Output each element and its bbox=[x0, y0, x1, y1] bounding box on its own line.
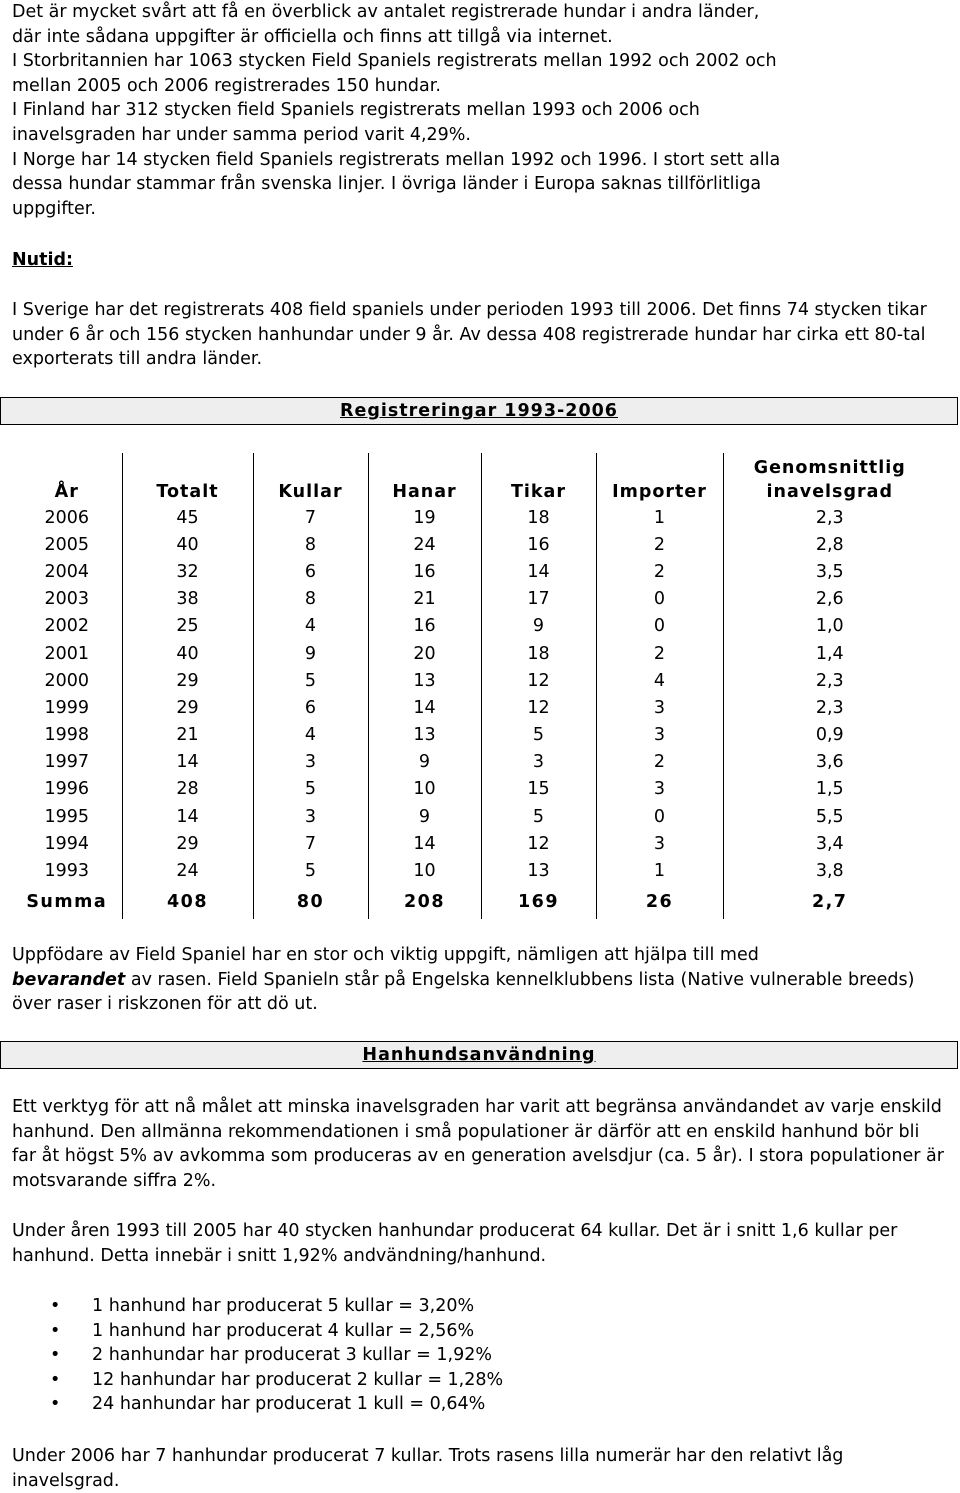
table-cell: 2,8 bbox=[723, 531, 936, 558]
table-cell: 0,9 bbox=[723, 722, 936, 749]
nutid-heading: Nutid: bbox=[12, 250, 73, 270]
table-cell: 7 bbox=[253, 504, 368, 531]
table-cell: 2 bbox=[596, 640, 723, 667]
breeders-text bbox=[12, 943, 947, 1017]
table-cell: 2,6 bbox=[723, 586, 936, 613]
list-item: • 24 hanhundar har producerat 1 kull = 0,64% bbox=[12, 1392, 947, 1417]
table-cell: 1994 bbox=[44, 833, 90, 854]
hanhund-paragraph-3: Under 2006 har 7 hanhundar producerat 7 kullar. Trots rasens lilla numerär har den relativt låg inavelsgrad. bbox=[12, 1446, 844, 1491]
table-cell: 14 bbox=[481, 558, 596, 585]
table-cell: 38 bbox=[122, 586, 253, 613]
table-cell: 24 bbox=[122, 857, 253, 884]
table-cell: 3 bbox=[596, 830, 723, 857]
table-cell: 13 bbox=[481, 857, 596, 884]
table-cell: 16 bbox=[368, 558, 481, 585]
table-row bbox=[12, 558, 936, 585]
table-cell: 1997 bbox=[44, 752, 90, 773]
hanhund-paragraph-1: Ett verktyg för att nå målet att minska inavelsgraden har varit att begränsa användandet av varje enskild hanhund. Den allmänna rekommendationen i små populationer är därför att en enskild hanhund bör bli far åt högst 5% av avkomma som produceras av en generation avelsdjur (ca. 5 år). I stora populationer är motsvarande siffra 2%. bbox=[12, 1097, 944, 1191]
intro-line: där inte sådana uppgifter är officiella och finns att tillgå via internet. bbox=[12, 26, 613, 47]
table-cell: 2000 bbox=[44, 670, 90, 691]
breeders-text-start: Uppfödare av Field Spaniel har en stor och viktig uppgift, nämligen att hjälpa till med bbox=[12, 945, 759, 965]
table-cell: 2,3 bbox=[723, 504, 936, 531]
breeders-text-end: av rasen. Field Spanieln står på Engelska kennelklubbens lista (Native vulnerable breeds) över raser i riskzonen för att dö ut. bbox=[12, 969, 915, 1015]
table-cell: 25 bbox=[122, 613, 253, 640]
table-cell: 14 bbox=[122, 749, 253, 776]
table-cell: 9 bbox=[481, 613, 596, 640]
table-cell: 10 bbox=[368, 776, 481, 803]
table-header-row bbox=[12, 453, 936, 504]
table-cell: 1999 bbox=[44, 697, 90, 718]
table-cell: 9 bbox=[253, 640, 368, 667]
sum-cell: 2,7 bbox=[723, 885, 936, 919]
table-cell: 10 bbox=[368, 857, 481, 884]
table-cell: 16 bbox=[481, 531, 596, 558]
intro-line: uppgifter. bbox=[12, 198, 96, 219]
table-cell: 18 bbox=[481, 640, 596, 667]
intro-line: Det är mycket svårt att få en överblick av antalet registrerade hundar i andra länder, bbox=[12, 2, 760, 22]
table-cell: 3,4 bbox=[723, 830, 936, 857]
col-header: Totalt bbox=[122, 453, 253, 504]
table-cell: 4 bbox=[253, 613, 368, 640]
table-cell: 40 bbox=[122, 531, 253, 558]
table-cell: 1 bbox=[596, 504, 723, 531]
table-cell: 29 bbox=[122, 694, 253, 721]
table-cell: 1 bbox=[596, 857, 723, 884]
table-cell: 9 bbox=[368, 803, 481, 830]
table-row bbox=[12, 776, 936, 803]
table-row bbox=[12, 531, 936, 558]
table-row bbox=[12, 694, 936, 721]
col-header: År bbox=[54, 482, 79, 502]
table-cell: 3 bbox=[596, 694, 723, 721]
table-cell: 2002 bbox=[44, 616, 90, 637]
table-title: Registreringar 1993-2006 bbox=[0, 397, 958, 425]
table-cell: 1998 bbox=[44, 725, 90, 746]
emphasis-word: bevarandet bbox=[12, 969, 126, 990]
list-item: • 1 hanhund har producerat 4 kullar = 2,56% bbox=[12, 1319, 947, 1344]
table-cell: 40 bbox=[122, 640, 253, 667]
list-item: • 2 hanhundar har producerat 3 kullar = 1,92% bbox=[12, 1343, 947, 1368]
sum-cell: 26 bbox=[596, 885, 723, 919]
sum-cell: 208 bbox=[368, 885, 481, 919]
table-cell: 3 bbox=[481, 749, 596, 776]
table-cell: 17 bbox=[481, 586, 596, 613]
table-cell: 1996 bbox=[44, 779, 90, 800]
table-cell: 1995 bbox=[44, 806, 90, 827]
table-row bbox=[12, 640, 936, 667]
table-cell: 14 bbox=[368, 694, 481, 721]
table-cell: 14 bbox=[122, 803, 253, 830]
intro-section bbox=[12, 0, 947, 221]
table-cell: 1,5 bbox=[723, 776, 936, 803]
table-cell: 5 bbox=[481, 803, 596, 830]
table-cell: 5 bbox=[481, 722, 596, 749]
table-cell: 14 bbox=[368, 830, 481, 857]
table-row bbox=[12, 667, 936, 694]
hanhund-bullets bbox=[12, 1294, 947, 1417]
table-cell: 3,6 bbox=[723, 749, 936, 776]
col-header: Hanar bbox=[368, 453, 481, 504]
table-cell: 0 bbox=[596, 586, 723, 613]
table-cell: 4 bbox=[253, 722, 368, 749]
table-cell: 1,0 bbox=[723, 613, 936, 640]
intro-line: I Finland har 312 stycken field Spaniels registrerats mellan 1993 och 2006 och bbox=[12, 100, 700, 121]
table-cell: 2 bbox=[596, 749, 723, 776]
sum-cell: 169 bbox=[481, 885, 596, 919]
table-row bbox=[12, 857, 936, 884]
table-cell: 7 bbox=[253, 830, 368, 857]
col-header: Genomsnittlig inavelsgrad bbox=[723, 453, 936, 504]
table-cell: 9 bbox=[368, 749, 481, 776]
table-row bbox=[12, 749, 936, 776]
table-cell: 2 bbox=[596, 531, 723, 558]
table-cell: 28 bbox=[122, 776, 253, 803]
table-cell: 5,5 bbox=[723, 803, 936, 830]
table-cell: 2005 bbox=[44, 534, 90, 555]
table-row bbox=[12, 722, 936, 749]
table-cell: 3 bbox=[253, 803, 368, 830]
sum-cell: Summa bbox=[26, 891, 108, 912]
table-cell: 2,3 bbox=[723, 667, 936, 694]
table-cell: 15 bbox=[481, 776, 596, 803]
table-cell: 24 bbox=[368, 531, 481, 558]
table-cell: 6 bbox=[253, 694, 368, 721]
col-header: Kullar bbox=[253, 453, 368, 504]
table-cell: 5 bbox=[253, 857, 368, 884]
table-cell: 29 bbox=[122, 667, 253, 694]
table-row bbox=[12, 830, 936, 857]
table-cell: 2003 bbox=[44, 589, 90, 610]
registration-table bbox=[12, 453, 936, 919]
table-cell: 2001 bbox=[44, 643, 90, 664]
table-cell: 20 bbox=[368, 640, 481, 667]
intro-line: mellan 2005 och 2006 registrerades 150 hundar. bbox=[12, 75, 441, 96]
table-cell: 6 bbox=[253, 558, 368, 585]
col-header: Tikar bbox=[481, 453, 596, 504]
table-cell: 3 bbox=[596, 776, 723, 803]
table-cell: 2 bbox=[596, 558, 723, 585]
table-row bbox=[12, 613, 936, 640]
table-cell: 8 bbox=[253, 531, 368, 558]
table-cell: 29 bbox=[122, 830, 253, 857]
table-cell: 5 bbox=[253, 776, 368, 803]
sum-cell: 408 bbox=[122, 885, 253, 919]
table-cell: 3 bbox=[596, 722, 723, 749]
sum-cell: 80 bbox=[253, 885, 368, 919]
table-cell: 2004 bbox=[44, 561, 90, 582]
nutid-text: I Sverige har det registrerats 408 field spaniels under perioden 1993 till 2006. Det finns 74 stycken tikar under 6 år och 156 stycken hanhundar under 9 år. Av dessa 408 registrerade hundar har cirka ett 80-tal exporterats till andra länder. bbox=[12, 300, 927, 370]
table-cell: 4 bbox=[596, 667, 723, 694]
table-cell: 5 bbox=[253, 667, 368, 694]
table-cell: 1993 bbox=[44, 861, 90, 882]
table-cell: 2006 bbox=[44, 507, 90, 528]
table-cell: 21 bbox=[122, 722, 253, 749]
table-cell: 3 bbox=[253, 749, 368, 776]
table-cell: 3,8 bbox=[723, 857, 936, 884]
table-sum-row bbox=[12, 885, 936, 919]
intro-line: inavelsgraden har under samma period varit 4,29%. bbox=[12, 124, 471, 145]
table-cell: 8 bbox=[253, 586, 368, 613]
intro-line: dessa hundar stammar från svenska linjer. I övriga länder i Europa saknas tillförlitliga bbox=[12, 174, 762, 195]
table-row bbox=[12, 586, 936, 613]
table-cell: 1,4 bbox=[723, 640, 936, 667]
table-cell: 13 bbox=[368, 667, 481, 694]
intro-line: I Norge har 14 stycken field Spaniels registrerats mellan 1992 och 1996. I stort sett alla bbox=[12, 149, 781, 170]
table-cell: 13 bbox=[368, 722, 481, 749]
table-cell: 16 bbox=[368, 613, 481, 640]
table-cell: 12 bbox=[481, 830, 596, 857]
table-cell: 32 bbox=[122, 558, 253, 585]
list-item: • 1 hanhund har producerat 5 kullar = 3,20% bbox=[12, 1294, 947, 1319]
nutid-section bbox=[12, 248, 947, 372]
table-cell: 12 bbox=[481, 667, 596, 694]
table-cell: 12 bbox=[481, 694, 596, 721]
table-cell: 19 bbox=[368, 504, 481, 531]
list-item: • 12 hanhundar har producerat 2 kullar = 1,28% bbox=[12, 1368, 947, 1393]
hanhund-paragraph-2: Under åren 1993 till 2005 har 40 stycken hanhundar producerat 64 kullar. Det är i snitt 1,6 kullar per hanhund. Detta innebär i snitt 1,92% andvändning/hanhund. bbox=[12, 1221, 898, 1266]
table-row bbox=[12, 504, 936, 531]
table-row bbox=[12, 803, 936, 830]
table-cell: 18 bbox=[481, 504, 596, 531]
table-cell: 2,3 bbox=[723, 694, 936, 721]
table-cell: 45 bbox=[122, 504, 253, 531]
table-cell: 3,5 bbox=[723, 558, 936, 585]
table-cell: 21 bbox=[368, 586, 481, 613]
intro-line: I Storbritannien har 1063 stycken Field Spaniels registrerats mellan 1992 och 2002 och bbox=[12, 51, 777, 72]
table-cell: 0 bbox=[596, 803, 723, 830]
table-cell: 0 bbox=[596, 613, 723, 640]
col-header: Importer bbox=[596, 453, 723, 504]
hanhund-title: Hanhundsanvändning bbox=[0, 1041, 958, 1069]
